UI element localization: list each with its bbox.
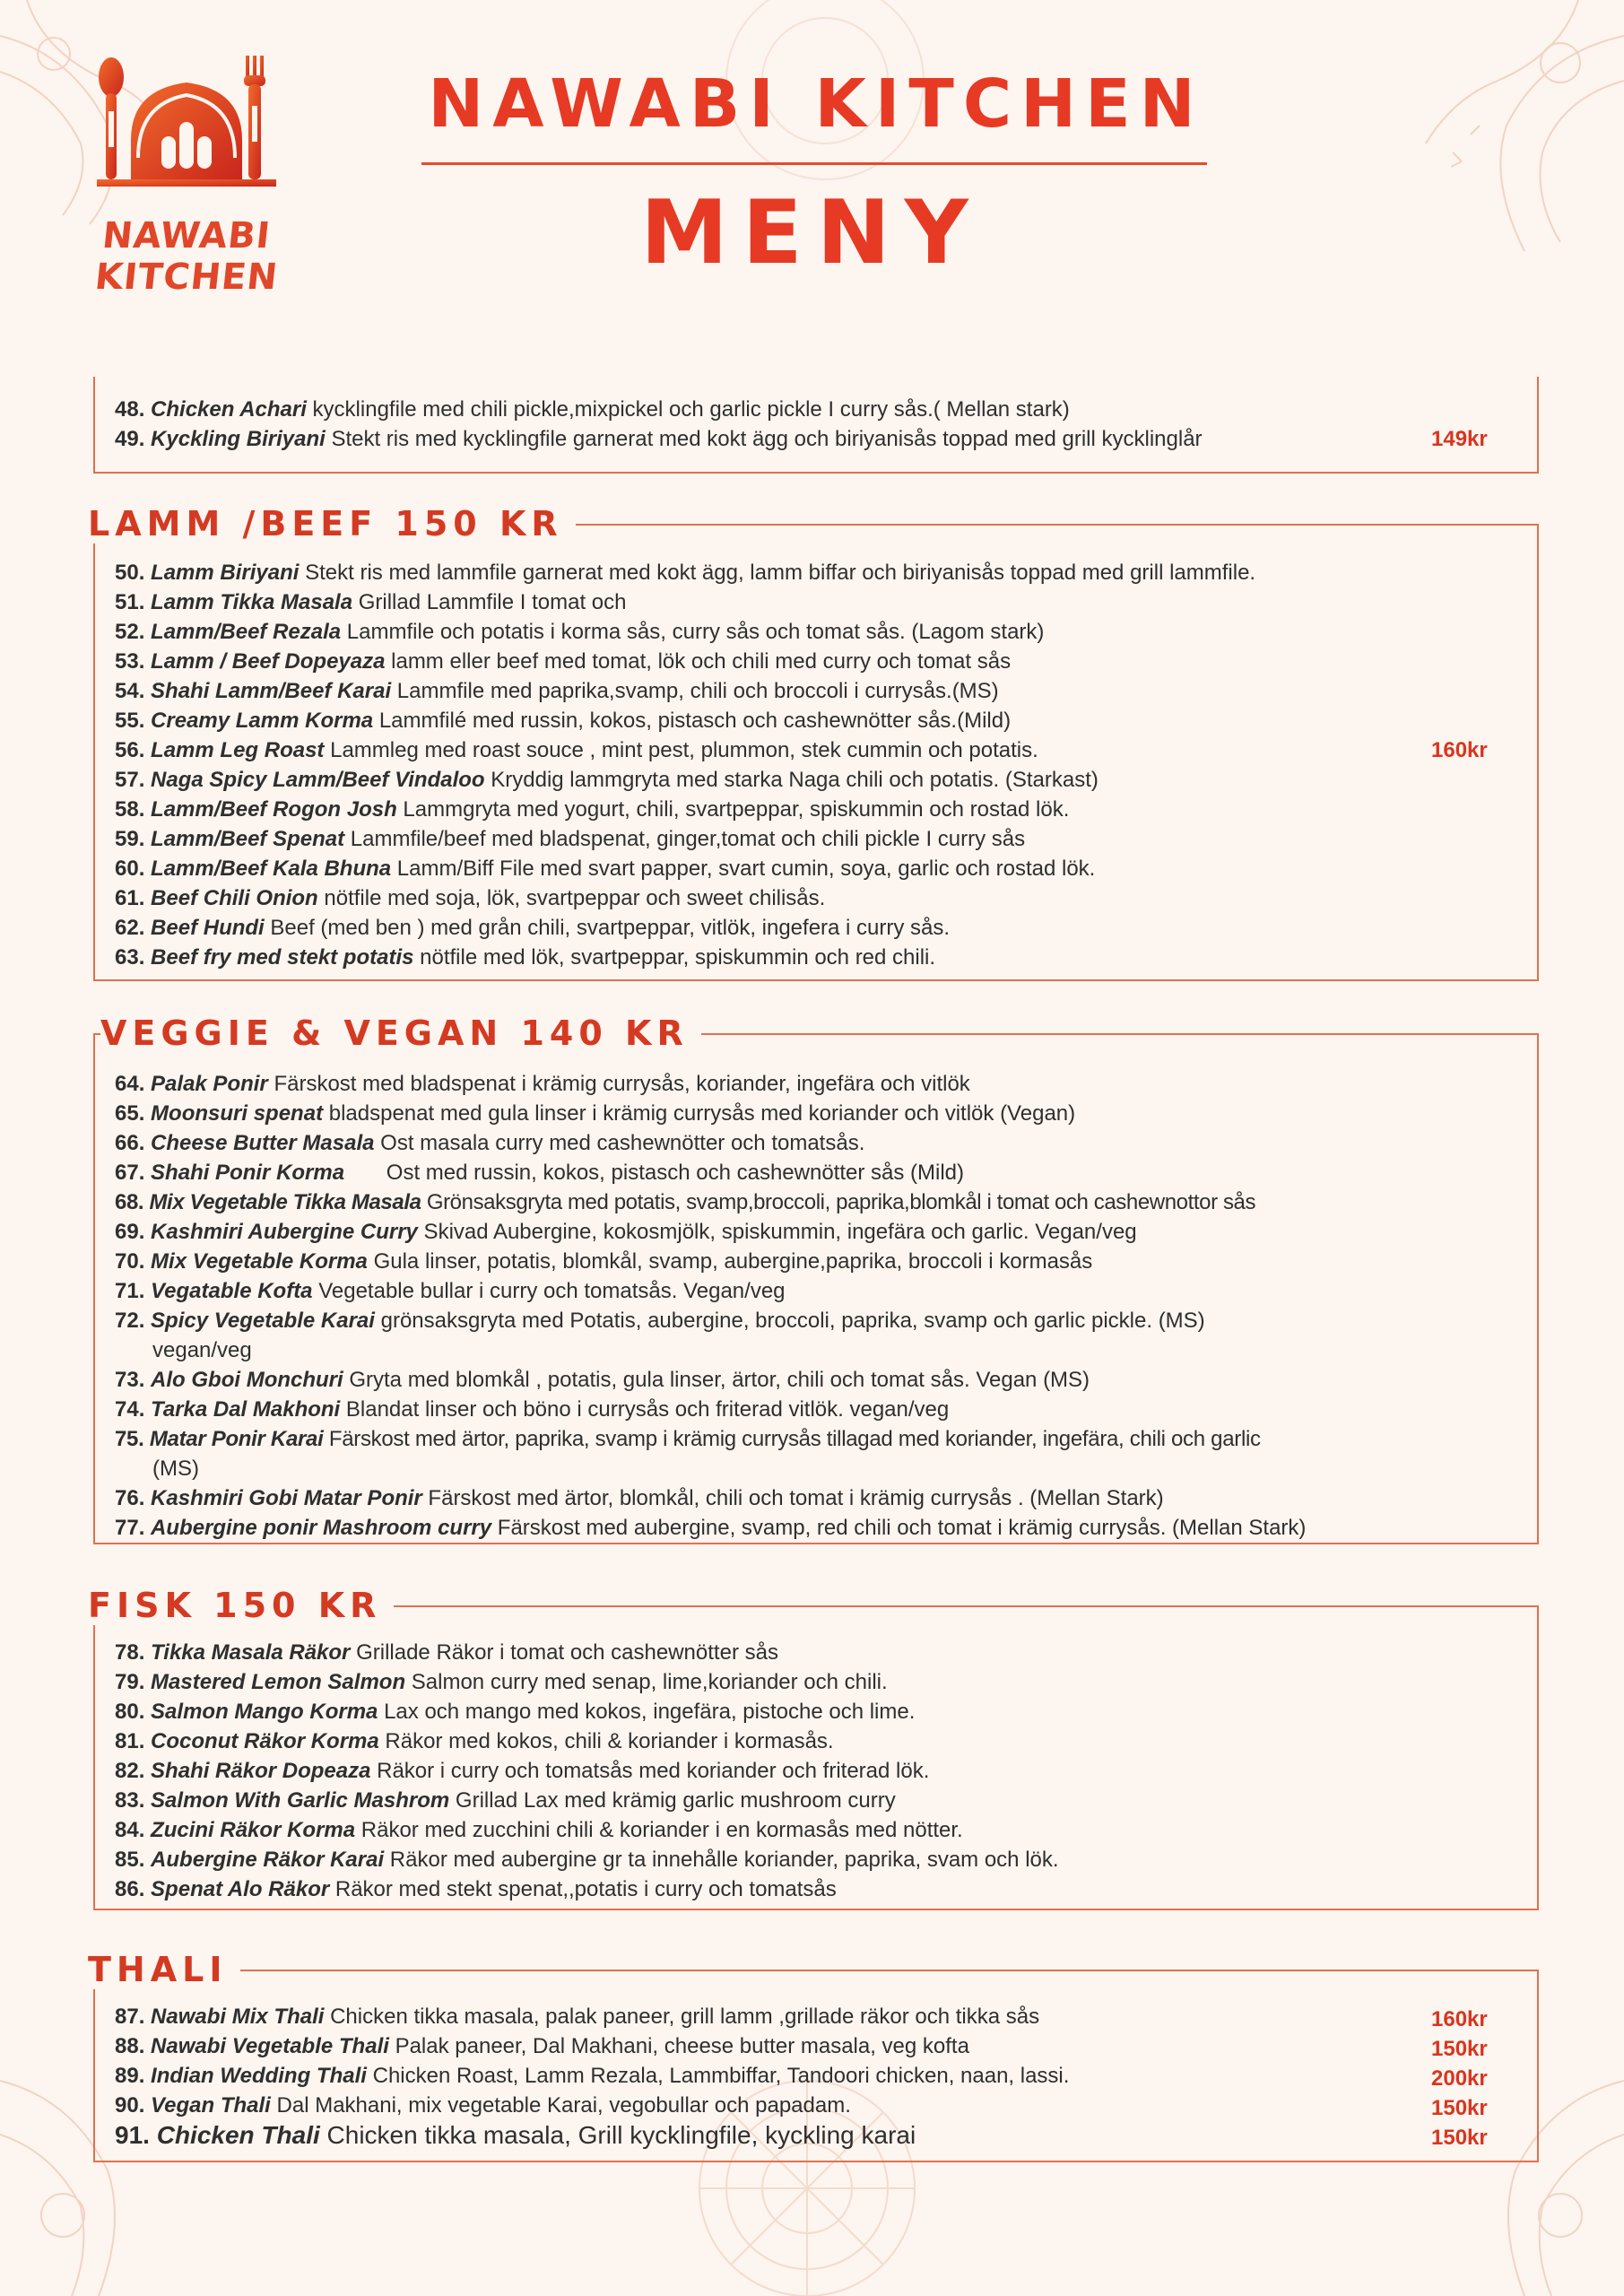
menu-item-continuation: (MS) — [152, 1457, 199, 1481]
logo-text-kitchen: KITCHEN — [92, 257, 281, 298]
menu-item: 76. Kashmiri Gobi Matar Ponir Färskost med ärtor, blomkål, chili och tomat i krämig currysås . (Mellan Stark) — [115, 1486, 1164, 1510]
price-label: 150kr — [1431, 2126, 1488, 2150]
price-label: 200kr — [1431, 2066, 1488, 2091]
menu-item: 49. Kyckling Biriyani Stekt ris med kycklingfile garnerat med kokt ägg och biriyanisås toppad med grill kycklinglår — [115, 427, 1203, 451]
menu-item: 54. Shahi Lamm/Beef Karai Lammfile med paprika,svamp, chili och broccoli i currysås.(MS) — [115, 679, 999, 703]
price-label: 149kr — [1431, 427, 1488, 451]
menu-item: 60. Lamm/Beef Kala Bhuna Lamm/Biff File med svart papper, svart cumin, soya, garlic och rostad lök. — [115, 857, 1096, 881]
menu-list-continued — [115, 395, 1442, 454]
menu-item-continuation: vegan/veg — [152, 1338, 252, 1362]
menu-item: 51. Lamm Tikka Masala Grillad Lammfile I tomat och — [115, 590, 627, 614]
section-heading-fisk: FISK 150 KR — [88, 1586, 394, 1625]
section-heading-thali: THALI — [88, 1950, 240, 1989]
menu-item: 63. Beef fry med stekt potatis nötfile med lök, svartpeppar, spiskummin och red chili. — [115, 945, 936, 970]
menu-item: 75. Matar Ponir Karai Färskost med ärtor, paprika, svamp i krämig currysås tillagad med koriander, ingefära, chili och garlic — [115, 1427, 1261, 1451]
menu-item: 59. Lamm/Beef Spenat Lammfile/beef med bladspenat, ginger,tomat och chili pickle I curry sås — [115, 827, 1026, 851]
menu-item: 48. Chicken Achari kycklingfile med chili pickle,mixpickel och garlic pickle I curry sås.( Mellan stark) — [115, 397, 1070, 422]
menu-item: 58. Lamm/Beef Rogon Josh Lammgryta med yogurt, chili, svartpeppar, spiskummin och rostad lök. — [115, 797, 1070, 822]
menu-list-lamm — [115, 558, 1514, 972]
price-label: 150kr — [1431, 2037, 1488, 2061]
corner-ornament-top-right — [1363, 0, 1624, 269]
menu-item: 70. Mix Vegetable Korma Gula linser, potatis, blomkål, svamp, aubergine,paprika, broccoli i kormasås — [115, 1249, 1093, 1274]
menu-item: 84. Zucini Räkor Korma Räkor med zucchini chili & koriander i en kormasås med nötter. — [115, 1818, 963, 1842]
menu-item: 87. Nawabi Mix Thali Chicken tikka masala, palak paneer, grill lamm ,grillade räkor och tikka sås — [115, 2005, 1040, 2029]
section-heading-lamm: LAMM /BEEF 150 KR — [88, 504, 576, 544]
menu-item: 62. Beef Hundi Beef (med ben ) med grån chili, svartpeppar, vitlök, ingefera i curry sås. — [115, 916, 951, 940]
menu-item: 66. Cheese Butter Masala Ost masala curry med cashewnötter och tomatsås. — [115, 1131, 865, 1155]
menu-item: 56. Lamm Leg Roast Lammleg med roast souce , mint pest, plummon, stek cummin och potatis. — [115, 738, 1038, 762]
menu-item: 85. Aubergine Räkor Karai Räkor med aubergine gr ta innehålle koriander, paprika, svam och lök. — [115, 1848, 1059, 1872]
menu-item: 71. Vegatable Kofta Vegetable bullar i curry och tomatsås. Vegan/veg — [115, 1279, 786, 1303]
menu-item: 53. Lamm / Beef Dopeyaza lamm eller beef med tomat, lök och chili med curry och tomat sås — [115, 649, 1012, 674]
menu-item: 89. Indian Wedding Thali Chicken Roast, Lamm Rezala, Lammbiffar, Tandoori chicken, naan, lassi. — [115, 2064, 1070, 2088]
menu-item: 83. Salmon With Garlic Mashrom Grillad Lax med krämig garlic mushroom curry — [115, 1788, 896, 1813]
menu-item: 91. Chicken Thali Chicken tikka masala, Grill kycklingfile, kyckling karai — [115, 2121, 916, 2149]
menu-item: 55. Creamy Lamm Korma Lammfilé med russin, kokos, pistasch och cashewnötter sås.(Mild) — [115, 709, 1012, 733]
menu-list-thali — [115, 2002, 1406, 2150]
menu-item: 68. Mix Vegetable Tikka Masala Grönsaksgryta med potatis, svamp,broccoli, paprika,blomkål i tomat och cashewnottor sås — [115, 1190, 1256, 1214]
menu-item: 74. Tarka Dal Makhoni Blandat linser och böno i currysås och friterad vitlök. vegan/veg — [115, 1397, 950, 1422]
menu-item: 78. Tikka Masala Räkor Grillade Räkor i tomat och cashewnötter sås — [115, 1640, 778, 1665]
menu-item: 79. Mastered Lemon Salmon Salmon curry med senap, lime,koriander och chili. — [115, 1670, 888, 1694]
menu-item: 86. Spenat Alo Räkor Räkor med stekt spenat,,potatis i curry och tomatsås — [115, 1877, 837, 1901]
section-heading-veggie: VEGGIE & VEGAN 140 KR — [100, 1013, 701, 1053]
menu-item: 72. Spicy Vegetable Karai grönsaksgryta med Potatis, aubergine, broccoli, paprika, svamp och garlic pickle. (MS) — [115, 1309, 1205, 1333]
menu-item: 81. Coconut Räkor Korma Räkor med kokos, chili & koriander i kormasås. — [115, 1729, 834, 1753]
menu-item: 80. Salmon Mango Korma Lax och mango med kokos, ingefära, pistoche och lime. — [115, 1700, 916, 1724]
domed-building-with-cutlery-icon — [79, 50, 294, 212]
menu-item: 90. Vegan Thali Dal Makhani, mix vegetable Karai, vegobullar och papadam. — [115, 2093, 851, 2118]
title-divider — [421, 162, 1207, 165]
menu-item: 82. Shahi Räkor Dopeaza Räkor i curry och tomatsås med koriander och friterad lök. — [115, 1759, 930, 1783]
menu-item: 67. Shahi Ponir Korma Ost med russin, kokos, pistasch och cashewnötter sås (Mild) — [115, 1161, 965, 1185]
page-title: NAWABI KITCHEN — [428, 65, 1204, 143]
page-subtitle: MENY — [640, 182, 983, 284]
restaurant-logo — [79, 50, 294, 310]
menu-item: 64. Palak Ponir Färskost med bladspenat i krämig currysås, koriander, ingefära och vitlök — [115, 1072, 970, 1096]
price-label: 160kr — [1431, 2007, 1488, 2031]
price-label: 160kr — [1431, 738, 1488, 762]
menu-item: 57. Naga Spicy Lamm/Beef Vindaloo Kryddig lammgryta med starka Naga chili och potatis. (Starkast) — [115, 768, 1099, 792]
price-label: 150kr — [1431, 2096, 1488, 2120]
menu-list-fisk — [115, 1638, 1460, 1904]
menu-item: 61. Beef Chili Onion nötfile med soja, lök, svartpeppar och sweet chilisås. — [115, 886, 826, 910]
logo-text-nawabi: NAWABI — [100, 215, 274, 257]
menu-item: 88. Nawabi Vegetable Thali Palak paneer, Dal Makhani, cheese butter masala, veg kofta — [115, 2034, 969, 2058]
menu-item: 65. Moonsuri spenat bladspenat med gula linser i krämig currysås med koriander och vitlök (Vegan) — [115, 1101, 1076, 1126]
menu-item: 52. Lamm/Beef Rezala Lammfile och potatis i korma sås, curry sås och tomat sås. (Lagom stark) — [115, 620, 1045, 644]
menu-item: 73. Alo Gboi Monchuri Gryta med blomkål , potatis, gula linser, ärtor, chili och tomat sås. Vegan (MS) — [115, 1368, 1090, 1392]
menu-item: 77. Aubergine ponir Mashroom curry Färskost med aubergine, svamp, red chili och tomat i krämig currysås. (Mellan Stark) — [115, 1516, 1307, 1540]
menu-item: 50. Lamm Biriyani Stekt ris med lammfile garnerat med kokt ägg, lamm biffar och biriyanisås toppad med grill lammfile. — [115, 561, 1256, 585]
menu-item: 69. Kashmiri Aubergine Curry Skivad Aubergine, kokosmjölk, spiskummin, ingefära och garlic. Vegan/veg — [115, 1220, 1137, 1244]
menu-list-veggie — [115, 1069, 1523, 1543]
